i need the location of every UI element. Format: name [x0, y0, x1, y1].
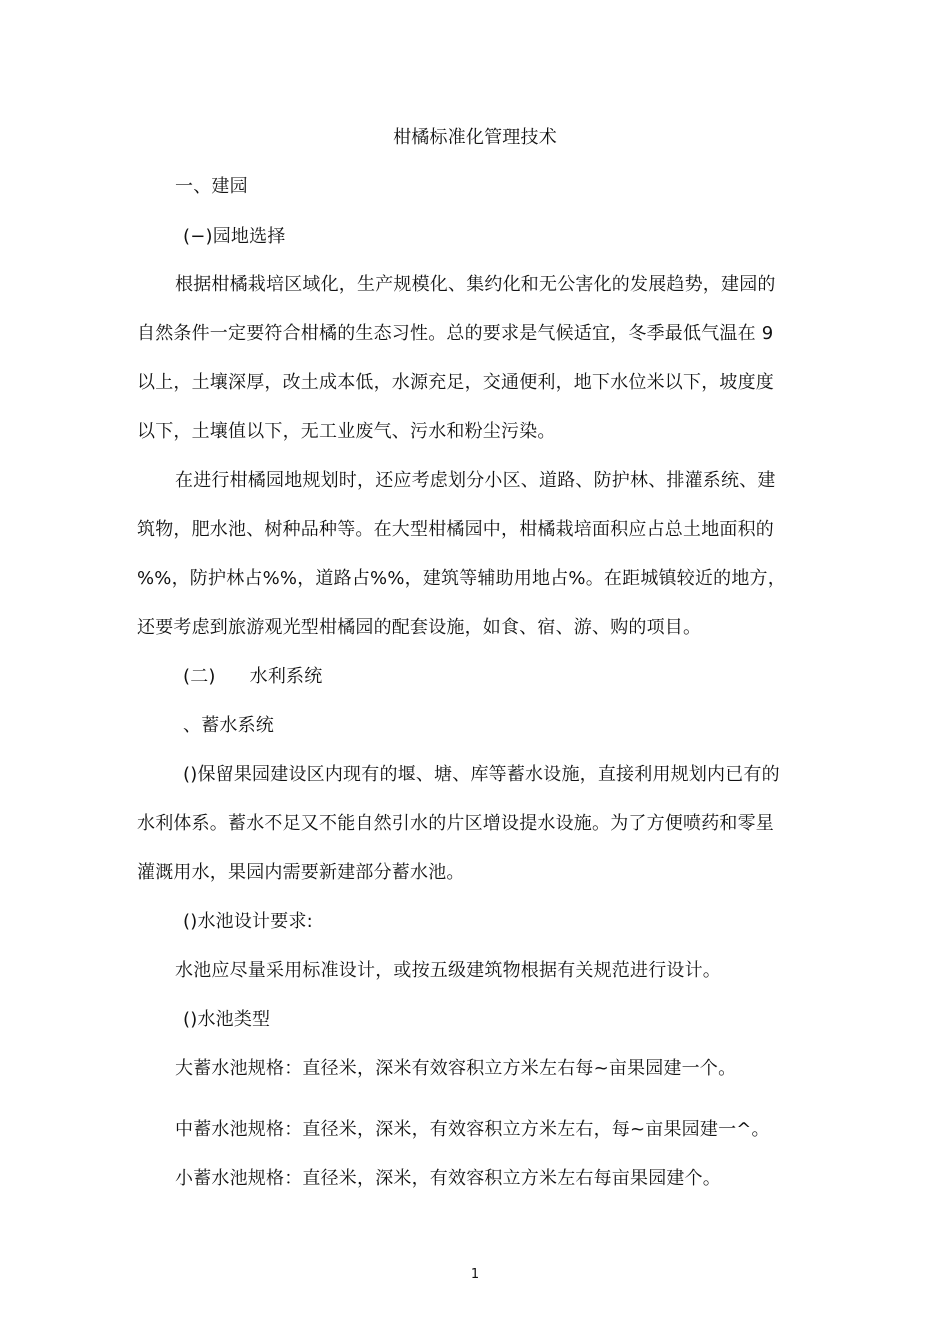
paragraph-line: 水池应尽量采用标准设计，或按五级建筑物根据有关规范进行设计。 — [175, 960, 721, 981]
paragraph-line: 大蓄水池规格：直径米，深米有效容积立方米左右每~亩果园建一个。 — [175, 1058, 737, 1079]
subsection-heading: (−)园地选择 — [183, 226, 286, 247]
subsection-number: (二) — [183, 666, 216, 687]
paragraph-line: 筑物，肥水池、树种品种等。在大型柑橘园中，柑橘栽培面积应占总土地面积的 — [137, 519, 774, 540]
subsection-heading: 、蓄水系统 — [183, 715, 274, 736]
paragraph-line: 中蓄水池规格：直径米，深米，有效容积立方米左右，每~亩果园建一^。 — [175, 1119, 770, 1140]
item-heading: ()水池设计要求: — [183, 911, 313, 932]
page-title: 柑橘标准化管理技术 — [393, 127, 557, 148]
subsection-label: 水利系统 — [249, 666, 323, 687]
paragraph-line: 根据柑橘栽培区域化，生产规模化、集约化和无公害化的发展趋势，建园的 — [175, 274, 776, 295]
section-heading: 一、建园 — [175, 176, 248, 197]
page-number: 1 — [470, 1267, 480, 1282]
paragraph-line: %%，防护林占%%，道路占%%，建筑等辅助用地占%。在距城镇较近的地方， — [137, 568, 786, 589]
paragraph-line: 水利体系。蓄水不足又不能自然引水的片区增设提水设施。为了方便喷药和零星 — [137, 813, 774, 834]
paragraph-line: ()保留果园建设区内现有的堰、塘、库等蓄水设施，直接利用规划内已有的 — [183, 764, 780, 785]
subsection-heading — [183, 665, 322, 689]
paragraph-line: 灌溉用水，果园内需要新建部分蓄水池。 — [137, 862, 465, 883]
paragraph-line: 小蓄水池规格：直径米，深米，有效容积立方米左右每亩果园建个。 — [175, 1168, 721, 1189]
paragraph-line: 在进行柑橘园地规划时，还应考虑划分小区、道路、防护林、排灌系统、建 — [175, 470, 776, 491]
paragraph-line: 自然条件一定要符合柑橘的生态习性。总的要求是气候适宜，冬季最低气温在 9 — [137, 323, 774, 344]
paragraph-line: 以上，土壤深厚，改土成本低，水源充足，交通便利，地下水位米以下，坡度度 — [137, 372, 774, 393]
paragraph-line: 以下，土壤值以下，无工业废气、污水和粉尘污染。 — [137, 421, 556, 442]
item-heading: ()水池类型 — [183, 1009, 271, 1030]
paragraph-line: 还要考虑到旅游观光型柑橘园的配套设施，如食、宿、游、购的项目。 — [137, 617, 702, 638]
